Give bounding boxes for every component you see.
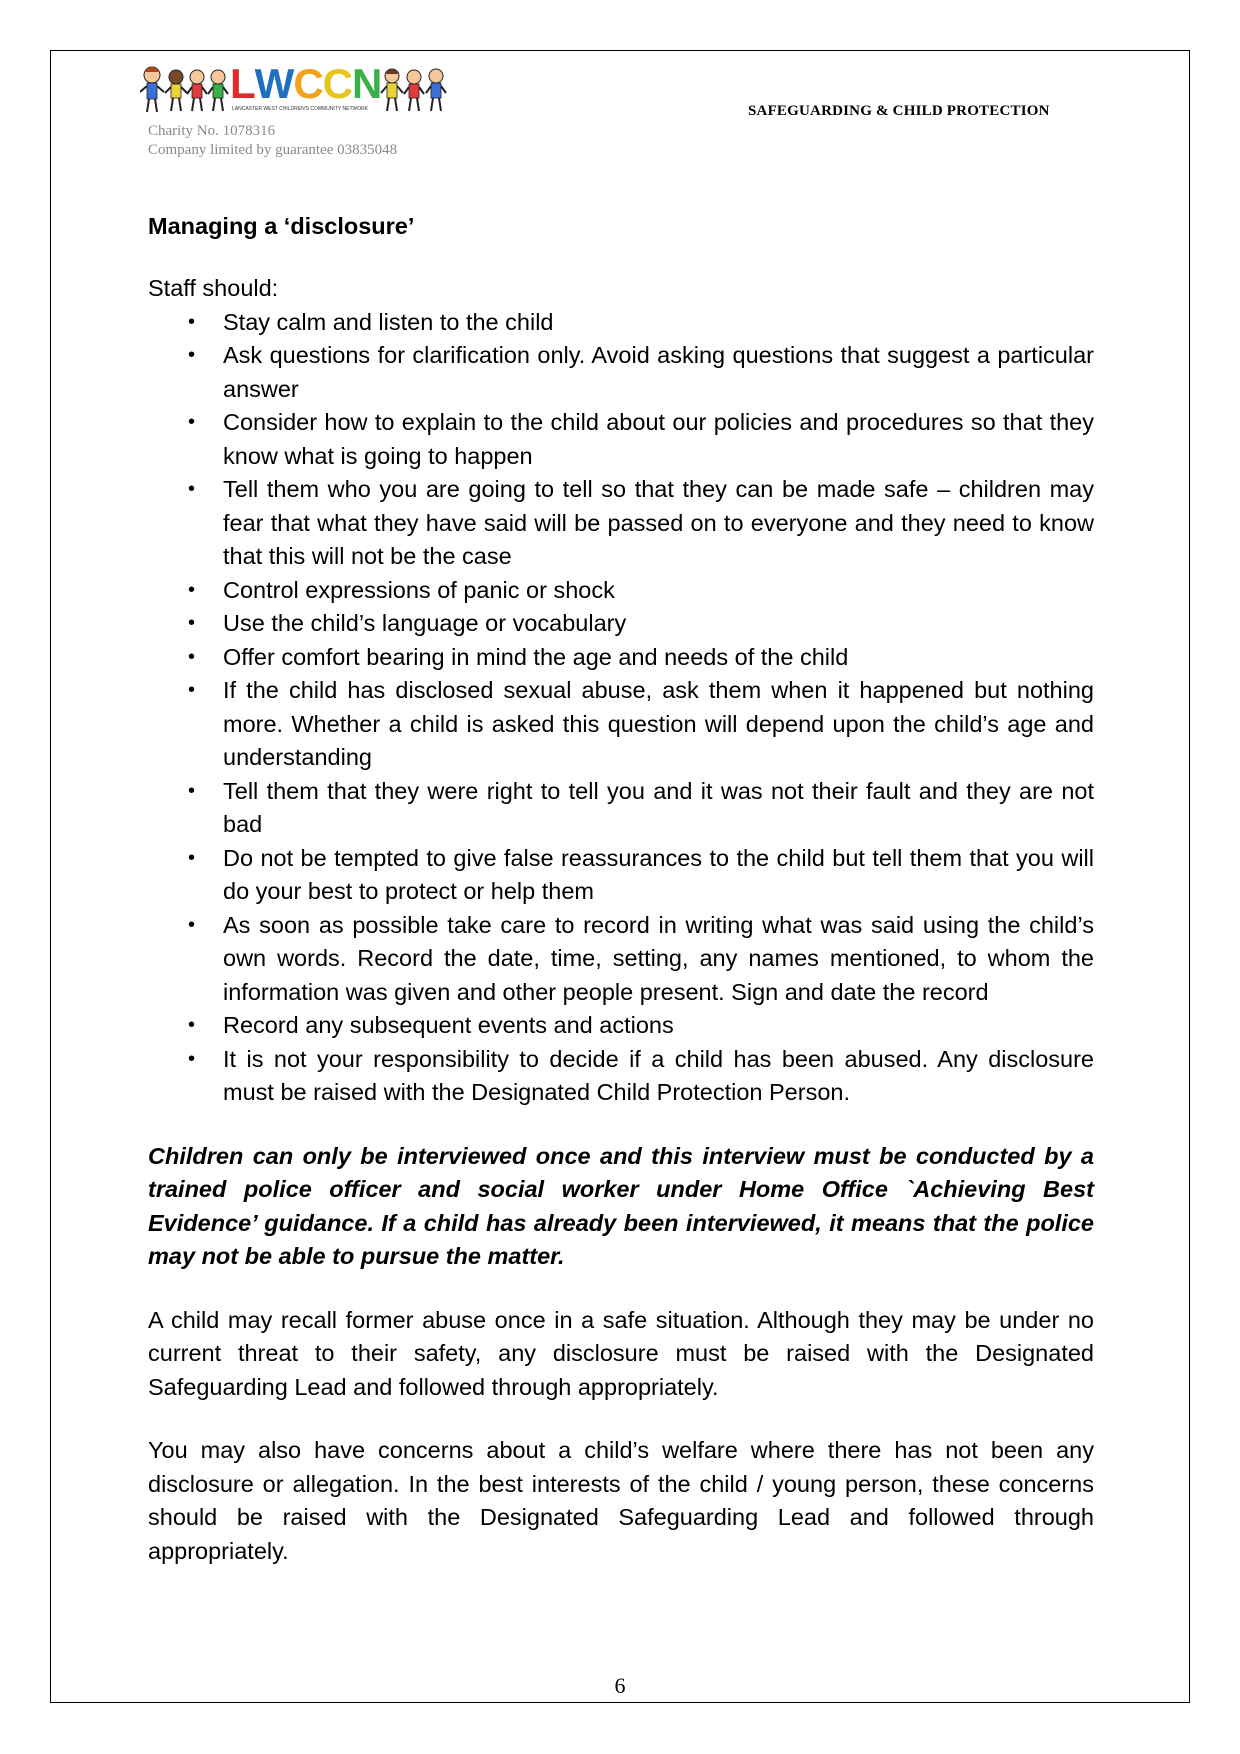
logo-subtitle: LANCASTER WEST CHILDREN'S COMMUNITY NETWORK [232,106,369,112]
bullet-icon: • [188,310,196,333]
bullet-icon: • [188,645,196,668]
list-item-text: As soon as possible take care to record in writing what was said using the child’s own words. Record the date, time, setting, any names mentioned, to whom the information was given and other people present. Sign and date the record [223,911,1094,1005]
bullet-icon: • [188,578,196,601]
list-item [148,306,1094,340]
list-item-text: Ask questions for clarification only. Avoid asking questions that suggest a particular answer [223,342,1094,402]
child-figure-left-4 [208,70,228,111]
bullet-icon: • [188,612,196,634]
page-heading: Managing a ‘disclosure’ [148,213,415,239]
section-title: SAFEGUARDING & CHILD PROTECTION [748,103,1050,119]
charity-number: Charity No. 1078316 [148,123,276,139]
main-content [148,210,1094,1568]
bullet-icon: • [188,846,196,869]
bullet-icon: • [188,779,196,802]
lwccn-logo [140,62,450,122]
bullet-icon: • [188,679,196,701]
bullet-icon: • [188,411,196,433]
child-figure-right-1 [381,69,403,111]
logo-wordmark [230,62,381,106]
list-item [148,674,1094,775]
warning-paragraph: Children can only be interviewed once and this interview must be conducted by a trained police officer and social worker under Home Office `Achieving Best Evidence’ guidance. If a child has already been interviewed, it means that the police may not be able to pursue the matter. [148,1142,1094,1269]
list-item [148,842,1094,909]
logo-letters [230,62,381,106]
paragraph-concerns: You may also have concerns about a child’s welfare where there has not been any disclosure or allegation. In the best interests of the child / young person, these concerns should be raised with the Designated Safeguarding Lead and followed through appropriately. [148,1437,1094,1564]
bullet-icon: • [188,1047,196,1070]
child-figure-left-1 [140,67,164,112]
list-item [148,574,1094,608]
logo-letter: L [230,60,255,107]
bullet-icon: • [188,913,196,936]
list-item-text: If the child has disclosed sexual abuse, ask them when it happened but nothing more. Whether a child is asked this question will depend upon the child’s age and understanding [223,677,1094,770]
list-item-text: It is not your responsibility to decide if a child has been abused. Any disclosure must be raised with the Designated Child Protection Person. [223,1045,1094,1105]
logo-letter: C [322,60,352,107]
logo-letter: W [254,60,294,107]
bullet-icon: • [188,344,196,366]
list-item-text: Consider how to explain to the child about our policies and procedures so that they know what is going to happen [223,409,1094,469]
child-figure-right-3 [426,69,446,111]
list-item [148,339,1094,406]
list-item-text: Record any subsequent events and actions [223,1012,674,1038]
list-item [148,1009,1094,1043]
company-registration: Company limited by guarantee 03835048 [148,142,398,158]
page-number: 6 [614,1673,626,1698]
bullet-icon: • [188,478,196,500]
charity-info [148,122,397,160]
intro-text: Staff should: [148,275,279,301]
bullet-icon: • [188,1014,196,1036]
list-item [148,641,1094,675]
list-item-text: Tell them that they were right to tell you and it was not their fault and they are not bad [223,777,1094,837]
list-item [148,775,1094,842]
bullet-list [148,306,1094,1110]
list-item [148,1043,1094,1110]
list-item [148,473,1094,574]
list-item-text: Stay calm and listen to the child [223,308,554,335]
list-item-text: Use the child’s language or vocabulary [223,610,627,636]
child-figure-left-3 [187,70,207,111]
logo-letter: N [352,60,382,107]
list-item-text: Offer comfort bearing in mind the age and needs of the child [223,643,849,670]
child-figure-left-2 [165,70,187,111]
list-item [148,607,1094,641]
child-figure-right-2 [404,70,424,111]
list-item-text: Tell them who you are going to tell so that they can be made safe – children may fear that what they have said will be passed on to everyone and they need to know that this will not be the case [223,476,1094,569]
list-item-text: Control expressions of panic or shock [223,576,615,603]
paragraph-recall: A child may recall former abuse once in a safe situation. Although they may be under no current threat to their safety, any disclosure must be raised with the Designated Safeguarding Lead and followed through appropriately. [148,1306,1094,1400]
list-item [148,909,1094,1010]
logo-letter: C [293,60,323,107]
list-item [148,406,1094,473]
list-item-text: Do not be tempted to give false reassurances to the child but tell them that you will do your best to protect or help them [223,844,1094,904]
